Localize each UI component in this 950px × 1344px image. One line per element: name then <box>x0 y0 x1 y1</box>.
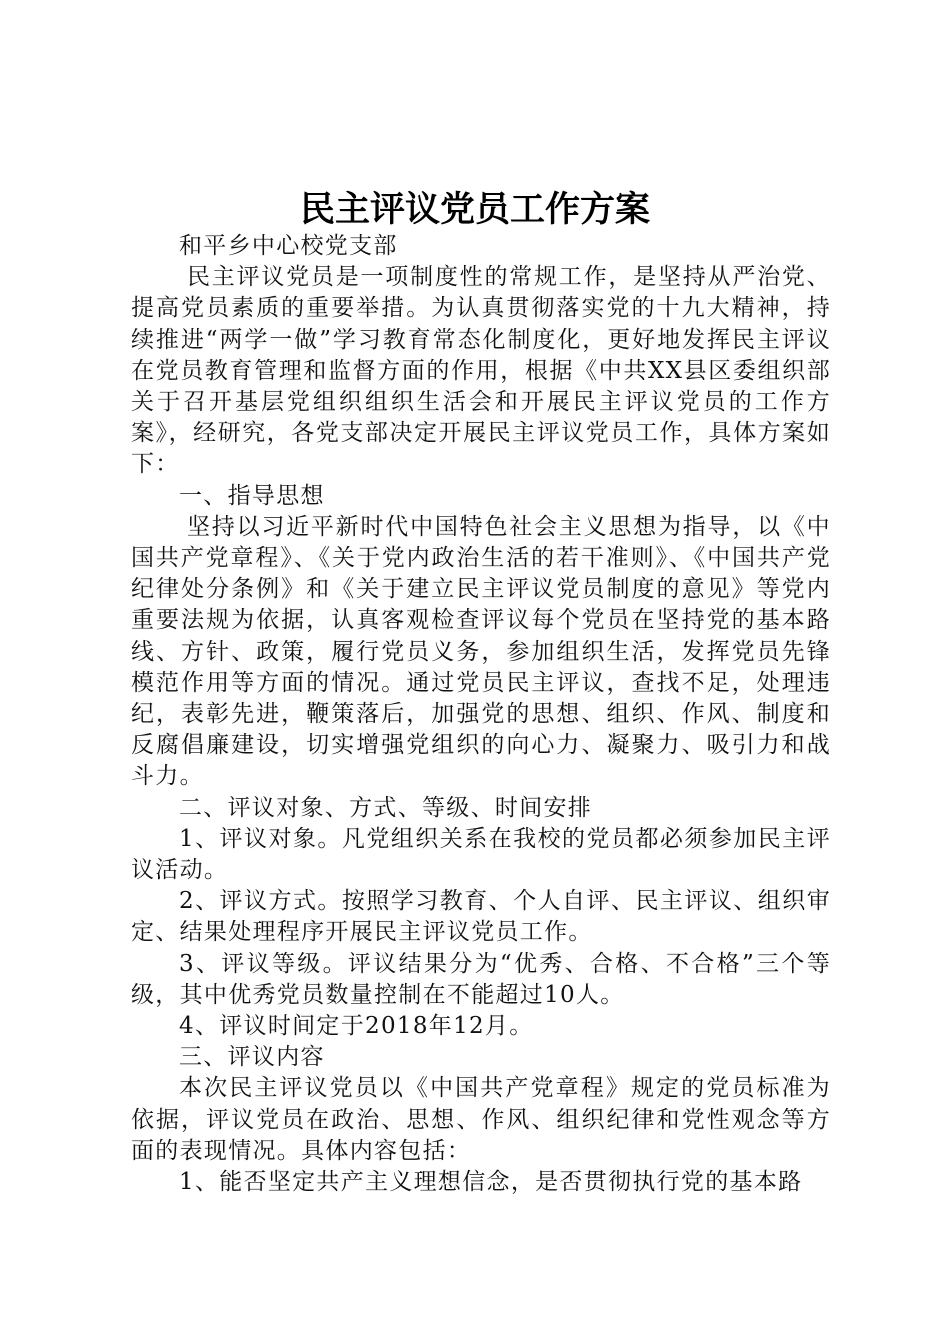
paragraph-guiding: 坚持以习近平新时代中国特色社会主义思想为指导，以《中国共产党章程》、《关于党内政治生活的若干准则》、《中国共产党纪律处分条例》和《关于建立民主评议党员制度的意见》等党内重要法规为依据，认真客观检查评议每个党员在坚持党的基本路线、方针、政策，履行党员义务，参加组织生活，发挥党员先锋模范作用等方面的情况。通过党员民主评议，查找不足，处理违纪，表彰先进，鞭策落后，加强党的思想、组织、作风、制度和反腐倡廉建设，切实增强党组织的向心力、凝聚力、吸引力和战斗力。 <box>131 513 831 790</box>
list-item-grade: 3、评议等级。评议结果分为“优秀、合格、不合格”三个等级，其中优秀党员数量控制在不能超过10人。 <box>131 950 831 1008</box>
section-heading-2: 二、评议对象、方式、等级、时间安排 <box>179 794 593 821</box>
section-heading-3: 三、评议内容 <box>179 1044 325 1071</box>
section-heading-1: 一、指导思想 <box>179 482 325 509</box>
list-item-method: 2、评议方式。按照学习教育、个人自评、民主评议、组织审定、结果处理程序开展民主评议党员工作。 <box>131 888 831 946</box>
paragraph-content: 本次民主评议党员以《中国共产党章程》规定的党员标准为依据，评议党员在政治、思想、作风、组织纪律和党性观念等方面的表现情况。具体内容包括： <box>131 1075 831 1164</box>
document-title: 民主评议党员工作方案 <box>299 189 650 230</box>
document-body <box>131 231 831 1198</box>
paragraph-intro: 民主评议党员是一项制度性的常规工作，是坚持从严治党、提高党员素质的重要举措。为认真贯彻落实党的十九大精神，持续推进“两学一做”学习教育常态化制度化，更好地发挥民主评议在党员教育管理和监督方面的作用，根据《中共XX县区委组织部关于召开基层党组织组织生活会和开展民主评议党员的工作方案》，经研究，各党支部决定开展民主评议党员工作，具体方案如下： <box>131 264 831 478</box>
list-item-content-1: 1、能否坚定共产主义理想信念，是否贯彻执行党的基本路 <box>179 1169 803 1196</box>
paragraph-org: 和平乡中心校党支部 <box>179 233 398 259</box>
list-item-time: 4、评议时间定于2018年12月。 <box>179 1013 534 1040</box>
list-item-object: 1、评议对象。凡党组织关系在我校的党员都必须参加民主评议活动。 <box>131 825 831 884</box>
